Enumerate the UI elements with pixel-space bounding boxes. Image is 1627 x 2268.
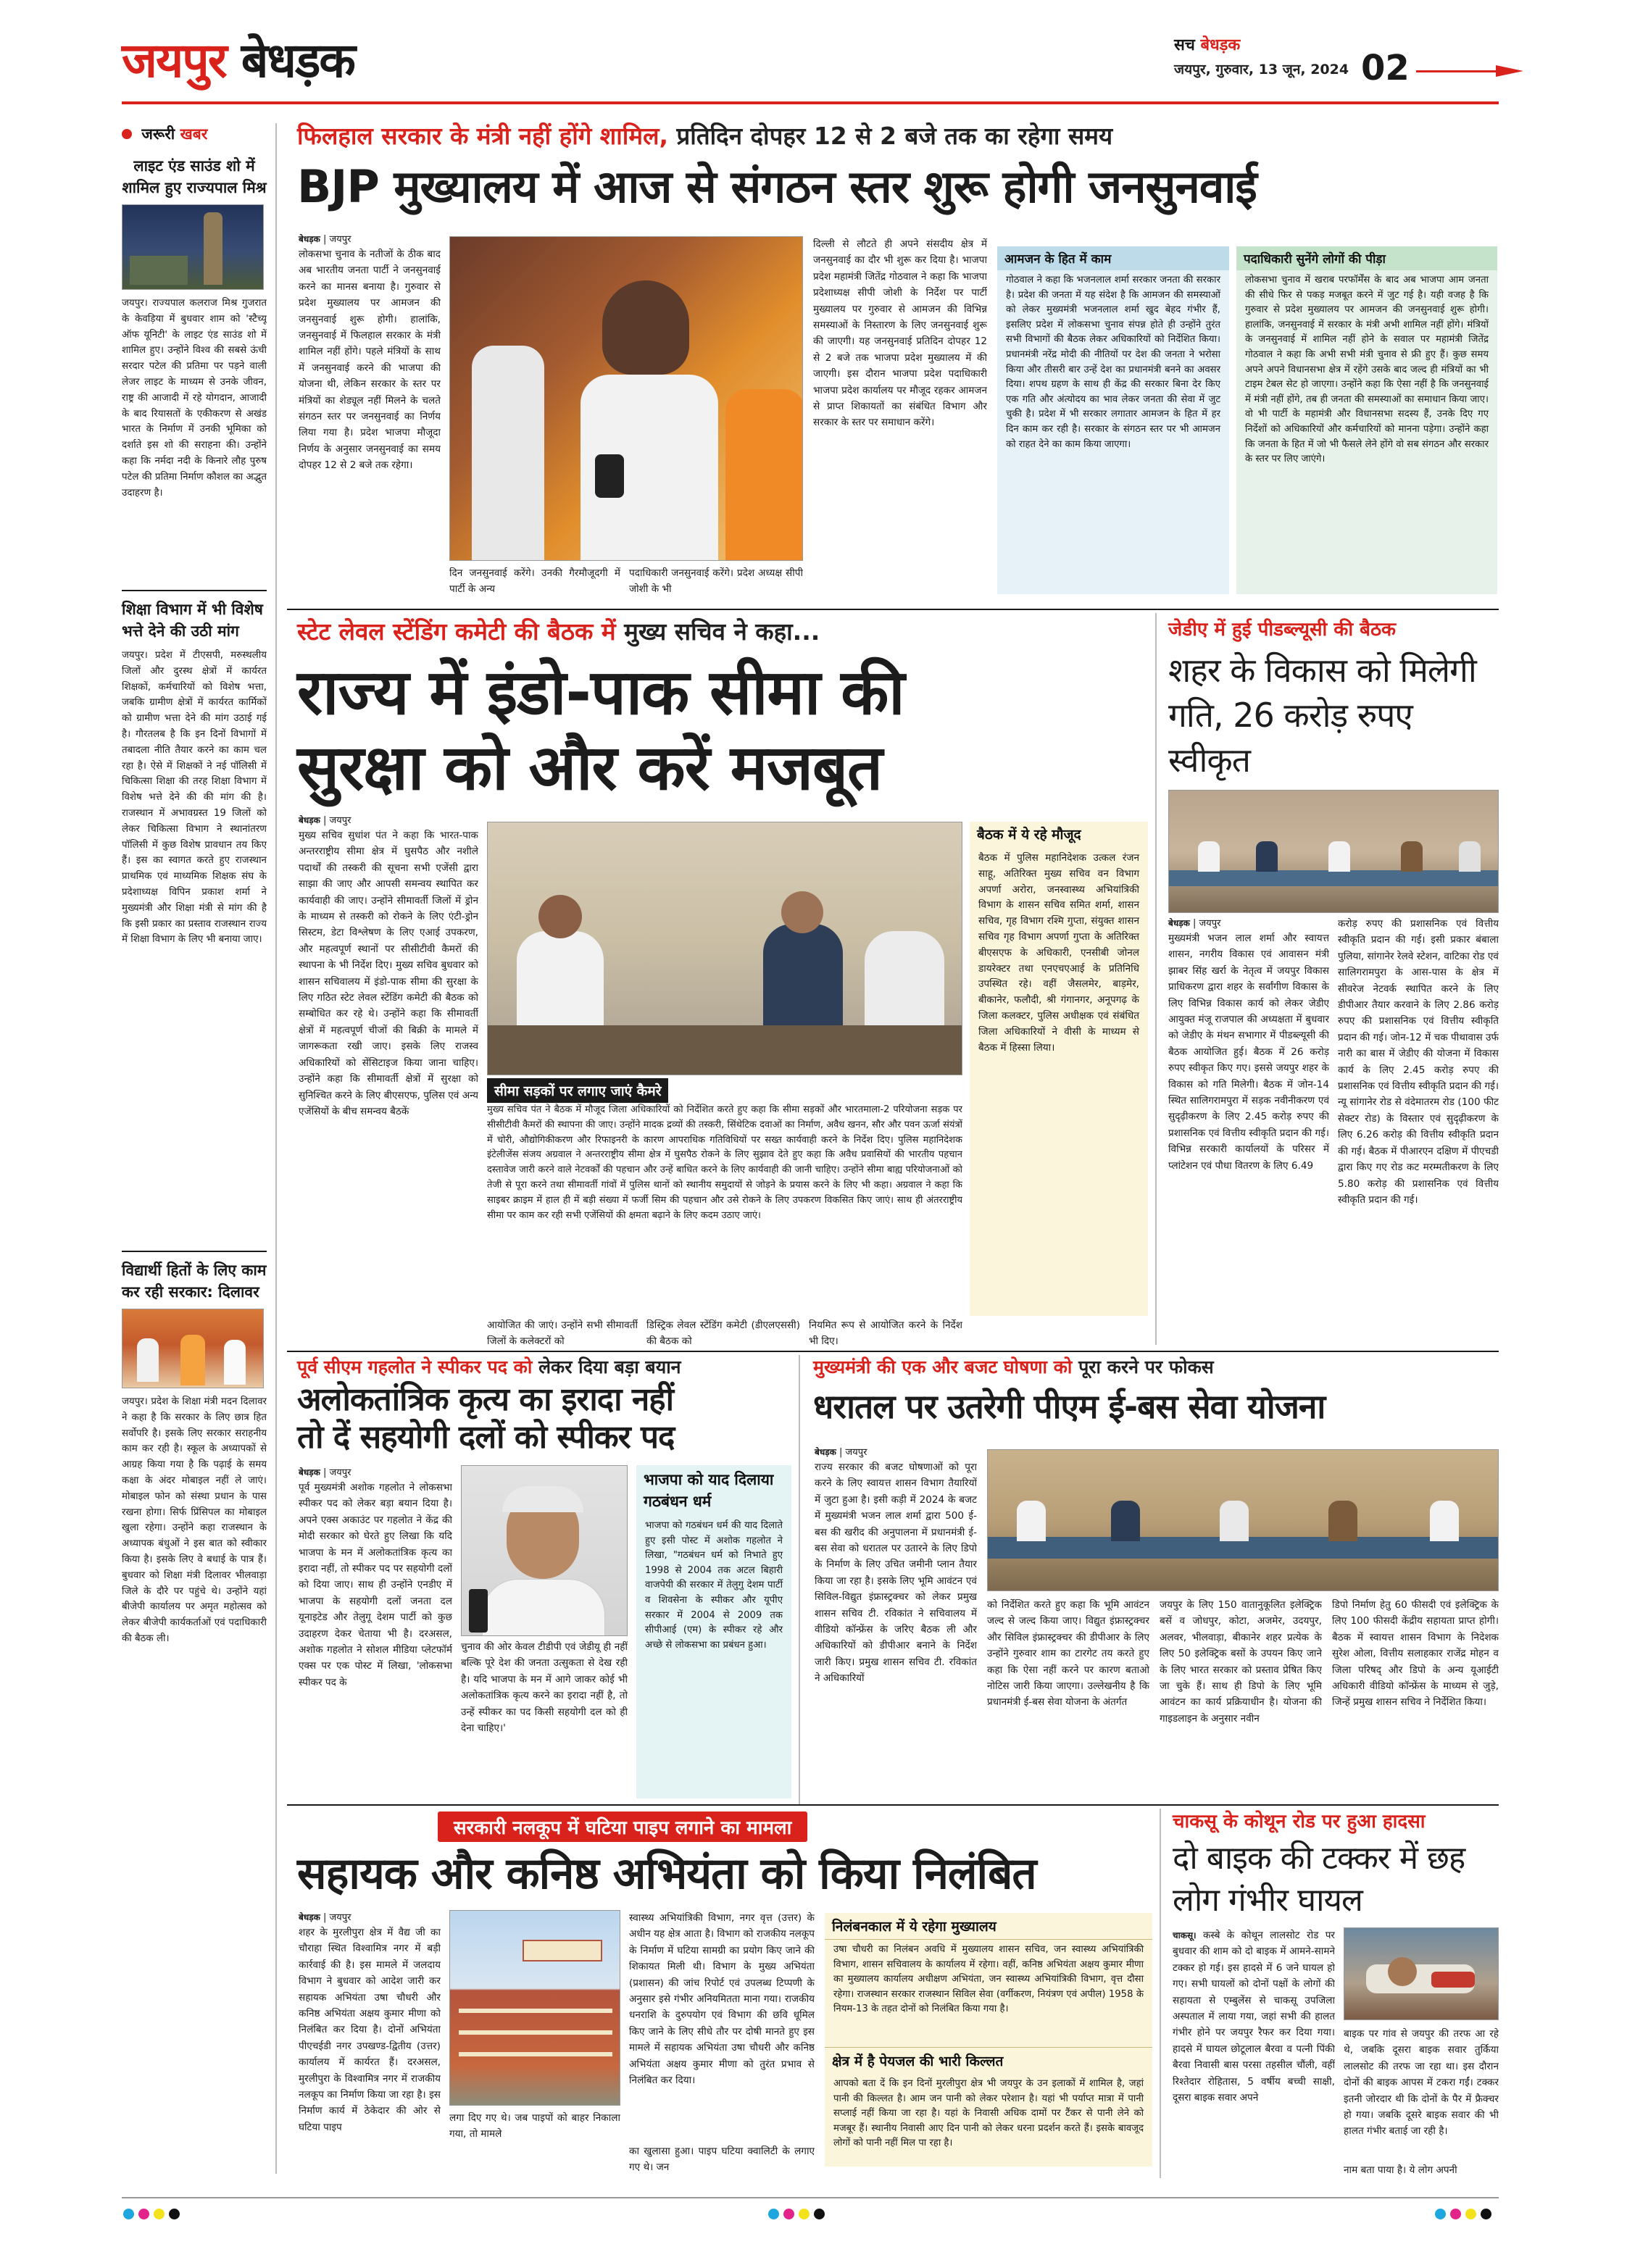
story3-byline-brand: बेधड़क bbox=[1168, 918, 1190, 928]
story2-byline-city: जयपुर bbox=[329, 815, 351, 826]
story6-box2-title: क्षेत्र में है पेयजल की भारी किल्लत bbox=[825, 2047, 1152, 2074]
story2-headline-1: राज्य में इंडो-पाक सीमा की bbox=[297, 656, 904, 729]
logo-word-brand: बेधड़क bbox=[241, 33, 354, 88]
story5-kicker-black: पूरा करने पर फोकस bbox=[1078, 1356, 1214, 1377]
story5-col3: जयपुर के लिए 150 वातानुकूलित इलेक्ट्रिक बसें व जोधपुर, कोटा, अजमेर, उदयपुर, अलवर, भीलवाड़ा, बीकानेर शहर प्रत्येक के लिए 50 इलेक्ट्रिक बसों के उपयन किए जाने के लिए भारत सरकार को प्रस्ताव प्रेषित किए जा चुके हैं। साथ ही डिपो के लिए भूमि आवंटन का कार्य प्रक्रियाधीन है। योजना की गाइडलाइन के अनुसार नवीन bbox=[1160, 1599, 1322, 1725]
story2-present-body: बैठक में पुलिस महानिदेशक उत्कल रंजन साहू, अतिरिक्त मुख्य सचिव वन विभाग अपर्णा अरोरा, जनस्वास्थ्य अभियांत्रिकी विभाग के शासन सचिव समित शर्मा, शासन सचिव, गृह विभाग रश्मि गुप्ता, संयुक्त शासन सचिव गृह विभाग अपर्णा गुप्ता के अतिरिक्त बीएसएफ के अधिकारी, एनसीबी जोनल डायरेक्टर तथा एनएचएआई के प्रतिनिधि उपस्थित रहे। वहीं जैसलमेर, बाड़मेर, बीकानेर, फलौदी, श्री गंगानगर, अनूपगढ़ के जिला कलक्टर, पुलिस अधीक्षक एवं संबंधित जिला अधिकारियों ने वीसी के माध्यम से बैठक में हिस्सा लिया। bbox=[978, 852, 1139, 1054]
story3-col1: मुख्यमंत्री भजन लाल शर्मा और स्वायत्त शासन, नगरीय विकास एवं आवासन मंत्री झाबर सिंह खर्रा के नेतृत्व में जयपुर विकास प्राधिकरण द्वारा शहर के सर्वांगीण विकास के लिए विभिन्न विकास कार्य को लेकर जेडीए आयुक्त मंजू राजपाल की अध्यक्षता में बुधवार को जेडीए के मंथन सभागार में पीडब्ल्यूसी की बैठक आयोजित हुई। बैठक में 26 करोड़ रुपए स्वीकृत किए गए। इससे जयपुर शहर के विकास को गति मिलेगी। बैठक में जोन-14 स्थित सालिगरामपुरा में सड़क नवीनीकरण एवं सुदृढ़ीकरण के लिए 2.45 करोड़ रुपए की प्रशासनिक एवं वित्तीय स्वीकृति प्रदान की गई। विभिन्न सरकारी कार्यालयों के परिसर में प्लांटेशन एवं पौधा वितरण के लिए 6.49 bbox=[1168, 933, 1329, 1172]
story1-box2 bbox=[1236, 246, 1497, 594]
story2-present-box bbox=[970, 822, 1148, 1316]
story1-photo-caption-mid: पदाधिकारी जनसुनवाई करेंगे। प्रदेश अध्यक्ष सीपी जोशी के भी bbox=[629, 567, 803, 596]
story3-byline: बेधड़क | जयपुर bbox=[1168, 918, 1221, 929]
sidebar-item1-title: लाइट एंड साउंड शो में शामिल हुए राज्यपाल मिश्र bbox=[122, 157, 267, 196]
story3-col2: करोड़ रुपए की प्रशासनिक एवं वित्तीय स्वीकृति प्रदान की गई। इसी प्रकार बंबाला पुलिया, सांगानेर रेलवे स्टेशन, वाटिका रोड एवं सालिगरामपुरा के आस-पास के क्षेत्र में सीवरेज नेटवर्क स्थापित करने के लिए डीपीआर तैयार करवाने के लिए 2.86 करोड़ रुपए की प्रशासनिक एवं वित्तीय स्वीकृति प्रदान की गई। जोन-12 में चक पीथावास उर्फ नारी का बास में जेडीए की योजना में विकास कार्य के लिए 2.45 करोड़ रुपए की प्रशासनिक एवं वित्तीय स्वीकृति प्रदान की गई। न्यू सांगानेर रोड से वंदेमातरम रोड (100 फीट सेक्टर रोड) के विस्तार एवं सुदृढ़ीकरण के लिए 6.26 करोड़ की वित्तीय स्वीकृति प्रदान की गई। बैठक में पीआरएन दक्षिण में पीएचडी द्वारा किए गए रोड कट मरम्मतीकरण के लिए 5.80 करोड़ की प्रशासनिक एवं वित्तीय स्वीकृति प्रदान की गई। bbox=[1338, 918, 1499, 1206]
story5-byline-city: जयपुर bbox=[845, 1447, 867, 1458]
story1-byline: बेधड़क | जयपुर bbox=[299, 234, 351, 245]
story2-bottom-rule bbox=[287, 1351, 1499, 1352]
story1-kicker bbox=[297, 120, 1500, 152]
story2-camera-title: सीमा सड़कों पर लगाए जाएं कैमरे bbox=[487, 1078, 668, 1103]
story2-present-title: बैठक में ये रहे मौजूद bbox=[977, 827, 1081, 843]
story4-photo-gehlot bbox=[461, 1465, 628, 1636]
story2-byline: बेधड़क | जयपुर bbox=[299, 815, 351, 826]
story5-kicker bbox=[813, 1355, 1499, 1380]
story6-box bbox=[825, 1913, 1152, 2167]
story2-kicker-red: स्टेट लेवल स्टेंडिंग कमेटी की बैठक में bbox=[297, 617, 616, 646]
sidebar-item2-title: शिक्षा विभाग में भी विशेष भत्ते देने की उठी मांग bbox=[122, 601, 263, 640]
story2-camera-body: मुख्य सचिव पंत ने बैठक में मौजूद जिला अधिकारियों को निर्देशित करते हुए कहा कि सीमा सड़कों और भारतमाला-2 परियोजना सड़क पर सीसीटीवी कैमरों की स्थापना की जाए। उन्होंने मादक द्रव्यों की तस्करी, सिंथेटिक दवाओं का निर्माण, अवैध खनन, सौर और पवन ऊर्जा संयंत्रों में चोरी, औद्योगिकीकरण और रिफाइनरी के कारण आपराधिक गतिविधियों पर सख्त कार्यवाही करने के निर्देश दिए। पुलिस महानिदेशक इंटेलीजेंस संजय अग्रवाल ने अन्तरराष्ट्रीय सीमा क्षेत्र में घुसपैठ रोकने के लिए सुझाव देते हुए कहा कि अवैध प्रवासियों की भारतीय पहचान दस्तावेज जारी करने वाले नेटवर्कों की पहचान और उन्हें बाधित करने के लिए कार्यवाही की जानी चाहिए। उन्होंने सीमा बाह्य परियोजनाओं को तेजी से पूरा करने तथा सीमावर्ती गांवों में पुलिस थानों को स्थानीय समुदायों से जोड़ने के प्रयास करने के लिए भी कहा। अग्रवाल ने कहा कि साइबर क्राइम में हाल ही में बड़ी संख्या में फर्जी सिम की पहचान और उसे रोकने के लिए उपकरण विकसित किए जाएं। साथ ही अंतरराष्ट्रीय सीमा पर काम कर रही सभी एजेंसियों की क्षमता बढ़ाने के लिए कदम उठाए जाएं। bbox=[487, 1104, 962, 1221]
story4-byline: बेधड़क | जयपुर bbox=[299, 1467, 351, 1478]
story3-headline: शहर के विकास को मिलेगी गति, 26 करोड़ रुपए स्वीकृत bbox=[1168, 651, 1476, 780]
story4-bottom-rule bbox=[287, 1804, 1499, 1806]
masthead-dateline: जयपुर, गुरुवार, 13 जून, 2024 bbox=[1174, 62, 1349, 78]
story4-headline-1: अलोकतांत्रिक कृत्य का इरादा नहीं bbox=[297, 1381, 674, 1418]
masthead-logo bbox=[122, 32, 354, 90]
story5-photo-vc bbox=[987, 1449, 1499, 1591]
story3-byline-city: जयपुर bbox=[1199, 918, 1221, 929]
page-number: 02 bbox=[1361, 48, 1410, 88]
story4-byline-city: जयपुर bbox=[329, 1467, 351, 1478]
story1-box2-title: पदाधिकारी सुनेंगे लोगों की पीड़ा bbox=[1236, 246, 1497, 270]
pen-nib-icon bbox=[1416, 64, 1525, 78]
story2-bottom-col4: नियमित रूप से आयोजित करने के निर्देश भी दिए। bbox=[809, 1319, 962, 1348]
story6-divider bbox=[1160, 1809, 1161, 2178]
sidebar-label-a: जरूरी bbox=[141, 125, 175, 143]
story6-photo-building bbox=[449, 1910, 620, 2106]
story7-col2-extra: नाम बता पाया है। ये लोग अपनी bbox=[1344, 2164, 1457, 2176]
story5-col4: डिपो निर्माण हेतु 60 फीसदी एवं इलेक्ट्रिक के लिए 100 फीसदी केंद्रीय सहायता प्राप्त होगी। बैठक में स्वायत्त शासन विभाग के निदेशक सुरेश ओला, वित्तीय सलाहकार राजेंद्र मोहन व जिला परिषद् और डिपो के अन्य यूआईटी अधिकारी वीडियो कॉन्फ्रेंस के माध्यम से जुड़े, जिन्हें प्रमुख शासन सचिव ने निर्देशित किया। bbox=[1332, 1599, 1499, 1709]
sidebar-item2-body: जयपुर। प्रदेश में टीएसपी, मरुस्थलीय जिलों और दुरस्थ क्षेत्रों में कार्यरत शिक्षकों, कर्मचारियों को विशेष भत्ता, जबकि ग्रामीण क्षेत्रों में कार्यरत कार्मिकों को ग्रामीण भत्ता देने की मांग उठाई गई है। गौरतलब है कि इन दिनों विभागों में तबादला नीति तैयार करने का काम चल रहा है। ऐसे में शिक्षकों ने नई पॉलिसी में चिकित्सा शिक्षा की तरह शिक्षा विभाग में विशेष भत्ते देने की की मांग की है। राजस्थान में अभावग्रस्त 19 जिलों को लेकर चिकित्सा विभाग ने स्थानांतरण पॉलिसी में कुछ विशेष प्रावधान तय किए हैं। इस का स्वागत करते हुए राजस्थान प्राथमिक एवं माध्यमिक शिक्षक संघ के प्रदेशाध्यक्ष विपिन प्रकाश शर्मा ने मुख्यमंत्री और शिक्षा मंत्री से मांग की है कि इसी प्रकार का प्रस्ताव राजस्थान राज्य में शिक्षा विभाग के लिए भी बनाया जाए। bbox=[122, 650, 267, 946]
story2-kicker-black: मुख्य सचिव ने कहा... bbox=[624, 617, 820, 646]
story7-col2: बाइक पर गांव से जयपुर की तरफ आ रहे थे, जबकि दूसरा बाइक सवार तुर्किया लालसोट की तरफ जा रहा था। इस दौरान दोनों की बाइक आपस में टकरा गईं। टक्कर इतनी जोरदार थी कि दोनों के पैर में फ्रैक्चर हो गया। जबकि दूसरे बाइक सवार की भी हालत गंभीर बताई जा रही है। bbox=[1344, 2028, 1499, 2138]
story2-kicker bbox=[297, 616, 1152, 648]
story4-col2: चुनाव की ओर केवल टीडीपी एवं जेडीयू ही नहीं बल्कि पूरे देश की जनता उत्सुकता से देख रही है। यदि भाजपा के मन में आगे जाकर कोई भी अलोकतांत्रिक कृत्य करने का इरादा नहीं है, तो उन्हें स्पीकर का पद किसी सहयोगी दल को ही देना चाहिए।' bbox=[461, 1641, 628, 1735]
story5-byline: बेधड़क | जयपुर bbox=[815, 1447, 867, 1458]
story2-bottom-col3: डिस्ट्रिक लेवल स्टेंडिंग कमेटी (डीएलएससी) की बैठक को bbox=[646, 1319, 800, 1348]
story4-kicker-red: पूर्व सीएम गहलोत ने स्पीकर पद को bbox=[297, 1356, 533, 1377]
story7-col1 bbox=[1173, 1927, 1335, 2177]
story1-bottom-rule bbox=[287, 609, 1499, 610]
story5-byline-brand: बेधड़क bbox=[815, 1447, 836, 1457]
sidebar-label bbox=[122, 123, 267, 145]
tagline-prefix: सच bbox=[1174, 36, 1195, 54]
story1-photo-press bbox=[449, 236, 803, 561]
story6-col2: स्वास्थ्य अभियांत्रिकी विभाग, नगर वृत्त (उत्तर) के अधीन यह क्षेत्र आता है। विभाग को राजकीय नलकूप के निर्माण में घटिया सामग्री का प्रयोग किए जाने की शिकायत मिली थी। विभाग के मुख्य अभियंता (प्रशासन) की जांच रिपोर्ट एवं उपलब्ध टिप्पणी के अनुसार इसे गंभीर अनियमितता माना गया। राजकीय धनराशि के दुरुपयोग एवं विभाग की छवि धूमिल किए जाने के लिए सीधे तौर पर दोषी मानते हुए इस मामले में सहायक अभियंता उषा चौधरी और कनिष्ठ अभियंता अक्षय कुमार मीणा को तुरंत प्रभाव से निलंबित कर दिया। bbox=[629, 1912, 815, 2087]
story4-divider bbox=[799, 1355, 800, 1804]
story1-box1 bbox=[997, 246, 1229, 594]
story4-kicker bbox=[297, 1355, 804, 1380]
story6-col2-bottom: का खुलासा हुआ। पाइप घटिया क्वालिटी के लगाए गए थे। जन bbox=[629, 2146, 815, 2174]
sidebar-item1-body: जयपुर। राज्यपाल कलराज मिश्र गुजरात के केवड़िया में बुधवार शाम को 'स्टैच्यू ऑफ यूनिटी' के लाइट एंड साउंड शो में शामिल हुए। उन्होंने विश्व की सबसे ऊंची सरदार पटेल की प्रतिमा पर पड़ने वाली लेजर लाइट के माध्यम से उनके जीवन, राष्ट्र की आजादी में रहे योगदान, आजादी के बाद रियासतों के एकीकरण से अखंड भारत के निर्माण में उनकी भूमिका को दर्शाते इस शो की सराहना की। उन्होंने कहा कि नर्मदा नदी के किनारे लौह पुरुष पटेल की प्रतिमा निर्माण कौशल का अद्भुत उदाहरण है। bbox=[122, 298, 267, 499]
story6-col1: शहर के मुरलीपुरा क्षेत्र में वैद्य जी का चौराहा स्थित विश्वामित्र नगर में बड़ी कार्रवाई की है। इस मामले में जलदाय विभाग ने बुधवार को आदेश जारी कर सहायक अभियंता उषा चौधरी और कनिष्ठ अभियंता अक्षय कुमार मीणा को निलंबित कर दिया है। दोनों अभियंता पीएचईडी नगर उपखण्ड-द्वितीय (उत्तर) कार्यालय में कार्यरत हैं। दरअसल, मुरलीपुरा के विश्वामित्र नगर में राजकीय नलकूप का निर्माण किया जा रहा है। इस निर्माण कार्य में ठेकेदार की ओर से घटिया पाइप bbox=[299, 1927, 441, 2133]
story1-kicker-red: फिलहाल सरकार के मंत्री नहीं होंगे शामिल, bbox=[297, 122, 668, 150]
story6-byline-brand: बेधड़क bbox=[299, 1912, 320, 1922]
story2-col1: मुख्य सचिव सुधांश पंत ने कहा कि भारत-पाक अन्तरराष्ट्रीय सीमा क्षेत्र में घुसपैठ और नशीले पदार्थों की तस्करी की सूचना सभी एजेंसी द्वारा साझा की जाए और आपसी समन्वय स्थापित कर कार्यवाही की जाए। उन्होंने सीमावर्ती जिलों में ड्रोन के माध्यम से तस्करी को रोकने के लिए एंटी-ड्रोन सिस्टम, डेटा विश्लेषण के लिए एआई उपकरण, और महत्वपूर्ण स्थानों पर सीसीटीवी कैमरों की स्थापना के भी निर्देश दिए। मुख्य सचिव बुधवार को शासन सचिवालय में इंडो-पाक सीमा की सुरक्षा के लिए गठित स्टेट लेवल स्टेंडिंग कमेटी की बैठक को सम्बोधित कर रहे थे। उन्होंने कहा कि सीमावर्ती क्षेत्रों में महत्वपूर्ण चीजों की बिक्री के मामले में जागरूकता रखी जाए। इसके लिए राजस्व अधिकारियों को सेंसिटाइज किया जाना चाहिए। उन्होंने कहा कि सीमावर्ती क्षेत्रों में सुरक्षा को सुनिश्चित करने के लिए बीएसएफ, पुलिस एवं अन्य एजेंसियों के बीच समन्वय बैठकें bbox=[299, 830, 478, 1117]
story1-box1-title: आमजन के हित में काम bbox=[997, 246, 1229, 270]
sidebar bbox=[122, 123, 267, 2152]
story1-headline: BJP मुख्यालय में आज से संगठन स्तर शुरू होगी जनसुनवाई bbox=[297, 160, 1257, 213]
story6-byline-city: जयपुर bbox=[329, 1912, 351, 1923]
story6-byline: बेधड़क | जयपुर bbox=[299, 1912, 351, 1923]
story1-col3: दिल्ली से लौटते ही अपने संसदीय क्षेत्र में जनसुनवाई का दौर भी शुरू कर दिया है। भाजपा प्रदेश महामंत्री जितेंद्र गोठवाल ने कहा कि भाजपा प्रदेशाध्यक्ष सीपी जोशी के निर्देश पर पार्टी मुख्यालय पर गुरुवार से आमजन की विभिन्न समस्याओं के निस्तारण के लिए जनसुनवाई शुरू की जाएगी। यह जनसुनवाई प्रतिदिन दोपहर 12 से 2 बजे तक भाजपा प्रदेश मुख्यालय में की जाएगी। इस दौरान भाजपा प्रदेश पदाधिकारी भाजपा प्रदेश कार्यालय पर मौजूद रहकर आमजन से प्राप्त शिकायतों का संबंधित विभाग और सरकार के स्तर पर समाधान करेंगे। bbox=[813, 238, 987, 429]
story7-byline: चाकसू। bbox=[1173, 1930, 1197, 1940]
story4-headline-2: तो दें सहयोगी दलों को स्पीकर पद bbox=[297, 1419, 675, 1456]
story4-box-title: भाजपा को याद दिलाया गठबंधन धर्म bbox=[644, 1471, 774, 1510]
registration-marks-right bbox=[1435, 2209, 1496, 2222]
masthead bbox=[122, 32, 1499, 112]
masthead-rule bbox=[122, 101, 1499, 104]
story5-headline: धरातल पर उतरेगी पीएम ई-बस सेवा योजना bbox=[813, 1387, 1326, 1426]
story7-headline: दो बाइक की टक्कर में छह लोग गंभीर घायल bbox=[1173, 1840, 1465, 1919]
story2-divider bbox=[1155, 613, 1157, 1345]
story2-bottom-col2: आयोजित की जाएं। उन्होंने सभी सीमावर्ती जिलों के कलेक्टरों को bbox=[487, 1319, 638, 1348]
sidebar-item3-body: जयपुर। प्रदेश के शिक्षा मंत्री मदन दिलावर ने कहा है कि सरकार के लिए छात्र हित सर्वोपरि है। इसके लिए सरकार सराहनीय काम कर रही है। स्कूल के अध्यापकों से आग्रह किया गया है कि पढ़ाई के समय कक्षा के अंदर मोबाइल नहीं ले जाएं। मोबाइल फोन को संस्था प्रधान के पास रखना होगा। सिर्फ प्रिंसिपल का मोबाइल खुला रहेगा। उन्होंने कहा राजस्थान के अध्यापक बंधुओं ने इस बात को स्वीकार किया है। इसके लिए वे बधाई के पात्र हैं। बुधवार को शिक्षा मंत्री दिलावर भीलवाड़ा जिले के दौरे पर पहुंचे थे। उन्होंने यहां बीजेपी कार्यालय पर अमृत महोत्सव को लेकर बीजेपी कार्यकर्ताओं एवं पदाधिकारी की बैठक ली। bbox=[122, 1396, 267, 1644]
story1-col1: लोकसभा चुनाव के नतीजों के ठीक बाद अब भारतीय जनता पार्टी ने जनसुनवाई करने का मानस बनाया है। गुरुवार से प्रदेश मुख्यालय पर आमजन की जनसुनवाई शुरू होगी। हालांकि, जनसुनवाई में फिलहाल सरकार के मंत्री शामिल नहीं होंगे। पहले मंत्रियों के साथ में जनसुनवाई करने की भाजपा की योजना थी, लेकिन सरकार के स्तर पर मंत्रियों का शेड्यूल नहीं मिलने के चलते संगठन स्तर पर जनसुनवाई का निर्णय लिया गया है। प्रदेश भाजपा मौजूदा निर्णय के अनुसार जनसुनवाई का समय दोपहर 12 से 2 बजे तक रहेगा। bbox=[299, 249, 441, 472]
registration-marks-center bbox=[768, 2209, 829, 2222]
story4-kicker-black: लेकर दिया बड़ा बयान bbox=[538, 1356, 681, 1377]
story7-col1-text: कस्बे के कोथून लालसोट रोड पर बुधवार की शाम को दो बाइक में आमने-सामने टक्कर हो गई। इस हादसे में 6 जने घायल हो गए। सभी घायलों को दोनों पक्षों के लोगों की सहायता से एम्बुलेंस से चाकसू उपजिला अस्पताल में लाया गया, जहां सभी की हालत गंभीर होने पर जयपुर रैफर कर दिया गया। हादसे में घायल छोटूलाल बैरवा व पत्नी पिंकी बैरवा निवासी बास परसा तहसील चौंली, वहीं रिश्तेदार रोहितास, 5 वर्षीय बच्ची साक्षी, दूसरा बाइक सवार अपने bbox=[1173, 1930, 1335, 2104]
sidebar-divider bbox=[275, 123, 277, 2174]
footer-rule bbox=[122, 2197, 1499, 2198]
story5-col1: राज्य सरकार की बजट घोषणाओं को पूरा करने के लिए स्वायत्त शासन विभाग तैयारियों में जुटा हुआ है। इसी कड़ी में 2024 के बजट में मुख्यमंत्री भजन लाल शर्मा द्वारा 500 ई-बस की खरीद की अनुपालना में प्रधानमंत्री ई-बस सेवा को धरातल पर उतारने के लिए डिपो के निर्माण के लिए उचित जमीनी प्लान तैयार किया जा रहा है। इसके लिए भूमि आवंटन एवं सिविल-विद्युत इंफ्रास्ट्रक्चर को लेकर प्रमुख शासन सचिव टी. रविकांत ने सचिवालय में वीडियो कॉन्फ्रेंस के जरिए बैठक ली और अधिकारियों को डीपीआर बनाने के निर्देश जारी किए। प्रमुख शासन सचिव टी. रविकांत ने अधिकारियों bbox=[815, 1462, 977, 1685]
story6-headline: सहायक और कनिष्ठ अभियंता को किया निलंबित bbox=[297, 1848, 1036, 1899]
sidebar-dot-icon bbox=[122, 129, 132, 139]
story4-byline-brand: बेधड़क bbox=[299, 1467, 320, 1477]
story3-kicker: जेडीए में हुई पीडब्ल्यूसी की बैठक bbox=[1168, 619, 1397, 641]
story5-kicker-red: मुख्यमंत्री की एक और बजट घोषणा को bbox=[813, 1356, 1073, 1377]
story6-pill: सरकारी नलकूप में घटिया पाइप लगाने का मामला bbox=[438, 1812, 807, 1842]
story2-byline-brand: बेधड़क bbox=[299, 815, 320, 825]
registration-marks-left bbox=[123, 2209, 184, 2222]
story1-box2-body: लोकसभा चुनाव में खराब परफॉर्मेंस के बाद अब भाजपा आम जनता की सीधे फिर से पकड़ मजबूत करने में जुट गई है। यही वजह है कि गुरुवार से प्रदेश मुख्यालय पर आमजन की जनसुनवाई शुरू होगी। हालांकि, जनसुनवाई में सरकार के मंत्री अभी शामिल नहीं होंगे। मंत्रियों के जनसुनवाई में शामिल नहीं होने के सवाल पर महामंत्री जितेंद्र गोठवाल ने कहा कि अभी सभी मंत्री चुनाव से फ्री हुए हैं। कुछ समय अपने अपने विधानसभा क्षेत्र में रहेंगे उसके बाद जल्द ही मंत्रियों का भी टाइम टेबल सेट हो जाएगा। उन्होंने कहा कि ऐसा नहीं है कि जनसुनवाई में मंत्री नहीं होंगे, तब ही जनता की समस्याओं का समाधान किया जाए। वो भी पार्टी के महामंत्री और विधानसभा सदस्य हैं, उनके दिए गए निर्देशों को अधिकारियों और कर्मचारियों को मानना पड़ेगा। उन्होंने कहा कि जनता के हित में जो भी फैसले लेने होंगे वो सब संगठन और सरकार के स्तर पर लिए जाएंगे। bbox=[1245, 275, 1489, 465]
story4-col1: पूर्व मुख्यमंत्री अशोक गहलोत ने लोकसभा स्पीकर पद को लेकर बड़ा बयान दिया है। अपने एक्स अकाउंट पर गहलोत ने केंद्र की मोदी सरकार को घेरते हुए लिखा कि यदि भाजपा के मन में अलोकतांत्रिक कृत्य का इरादा नहीं, तो स्पीकर पद पर सहयोगी दलों को दिया जाए। साथ ही उन्होंने एनडीए में भाजपा के सहयोगी दलों जनता दल यूनाइटेड और तेलुगू देशम पार्टी को कुछ उदाहरण देकर चेताया भी है। दरअसल, अशोक गहलोत ने सोशल मीडिया प्लेटफॉर्म एक्स पर एक पोस्ट में लिखा, 'लोकसभा स्पीकर पद के bbox=[299, 1482, 452, 1688]
story5-col2: को निर्देशित करते हुए कहा कि भूमि आवंटन जल्द से जल्द किया जाए। विद्युत इंफ्रास्ट्रक्चर और सिविल इंफ्रास्ट्रक्चर की डीपीआर के लिए उन्होंने गुरुवार शाम का टारगेट तय करते हुए कहा कि ऐसा नहीं करने पर कारण बताओ नोटिस जारी किया जाएगा। उल्लेखनीय है कि प्रधानमंत्री ई-बस सेवा योजना के अंतर्गत bbox=[987, 1599, 1149, 1709]
story1-box1-body: गोठवाल ने कहा कि भजनलाल शर्मा सरकार जनता की सरकार है। प्रदेश की जनता में यह संदेश है कि आमजन की समस्याओं को लेकर मुख्यमंत्री भजनलाल शर्मा खुद बेहद गंभीर हैं, इसलिए प्रदेश में लोकसभा चुनाव संपन्न होते ही उन्होंने तुरंत सभी विभागों की बैठक लेकर अधिकारियों को निर्देशित किया। प्रधानमंत्री नरेंद्र मोदी की नीतियों पर देश की जनता ने भरोसा किया और तीसरी बार उन्हें देश का प्रधानमंत्री बनने का अवसर दिया। शपथ ग्रहण के साथ ही केंद्र की सरकार बिना देर किए एक गति और अंत्योदय का भाव लेकर जनता की सेवा में जुट चुकी है। प्रदेश में भी सरकार लगातार आमजन के हित में हर दिन काम कर रही है। सरकार के संगठन स्तर पर भी आमजन को राहत देने का काम किया जाएगा। bbox=[1006, 275, 1220, 450]
story1-byline-city: जयपुर bbox=[329, 234, 351, 245]
story2-photo-meeting bbox=[487, 822, 962, 1075]
story4-box-body: भाजपा को गठबंधन धर्म की याद दिलाते हुए इसी पोस्ट में अशोक गहलोत ने लिखा, "गठबंधन धर्म को निभाते हुए 1998 से 2004 तक अटल बिहारी वाजपेयी की सरकार में तेलुगु देशम पार्टी व शिवसेना के स्पीकर और यूपीए सरकार में 2004 से 2009 तक सीपीआई (एम) के स्पीकर रहे और अच्छे से लोकसभा का प्रबंधन हुआ। bbox=[645, 1520, 783, 1651]
story1-byline-brand: बेधड़क bbox=[299, 234, 320, 244]
story6-box-body: उषा चौधरी का निलंबन अवधि में मुख्यालय शासन सचिव, जन स्वास्थ्य अभियांत्रिकी विभाग, शासन सचिवालय के कार्यालय में रहेगा। वहीं, कनिष्ठ अभियंता अक्षय कुमार मीणा का मुख्यालय कार्यालय अधीक्षण अभियंता, जन स्वास्थ्य अभियांत्रिकी विभाग, वृत्त दौसा रहेगा। राजस्थान सरकार राजस्थान सिविल सेवा (वर्गीकरण, नियंत्रण एवं अपील) 1958 के नियम-13 के तहत दोनों को निलंबित किया गया है। bbox=[833, 1944, 1144, 2015]
story2-headline-2: सुरक्षा को और करें मजबूत bbox=[297, 732, 883, 804]
story7-photo-injured bbox=[1344, 1927, 1499, 2020]
story1-photo-caption-left: दिन जनसुनवाई करेंगे। उनकी गैरमौजूदगी में पार्टी के अन्य bbox=[449, 567, 620, 596]
story7-kicker: चाकसू के कोथून रोड पर हुआ हादसा bbox=[1173, 1811, 1426, 1833]
story4-box bbox=[636, 1465, 791, 1798]
masthead-tagline bbox=[1174, 33, 1240, 55]
sidebar-photo-statue bbox=[122, 204, 264, 290]
story6-box-title: निलंबनकाल में ये रहेगा मुख्यालय bbox=[825, 1913, 1152, 1940]
story6-col2-photo-caption: लगा दिए गए थे। जब पाइपों को बाहर निकाला गया, तो मामले bbox=[449, 2112, 620, 2140]
logo-word-city: जयपुर bbox=[122, 33, 226, 88]
sidebar-label-b: खबर bbox=[180, 125, 208, 143]
sidebar-item3-title: विद्यार्थी हितों के लिए काम कर रही सरकार: दिलावर bbox=[122, 1262, 267, 1301]
story6-box2-body: आपको बता दें कि इन दिनों मुरलीपुरा क्षेत्र भी जयपुर के उन इलाकों में शामिल है, जहां पानी की किल्लत है। आम जन पानी को लेकर परेशान है। यहां भी पर्याप्त मात्रा में पानी सप्लाई नहीं किया जा रहा है। यहां के निवासी अधिक दामों पर टैंकर से पानी लेने को मजबूर हैं। स्थानीय निवासी आए दिन पानी को लेकर धरना प्रदर्शन करते हैं। इसके बावजूद लोगों को पानी नहीं मिल पा रहा है। bbox=[833, 2078, 1144, 2149]
sidebar-photo-minister bbox=[122, 1309, 264, 1388]
story1-kicker-black: प्रतिदिन दोपहर 12 से 2 बजे तक का रहेगा समय bbox=[676, 122, 1113, 150]
story3-photo-meeting bbox=[1168, 790, 1499, 913]
tagline-brand: बेधड़क bbox=[1200, 36, 1241, 54]
